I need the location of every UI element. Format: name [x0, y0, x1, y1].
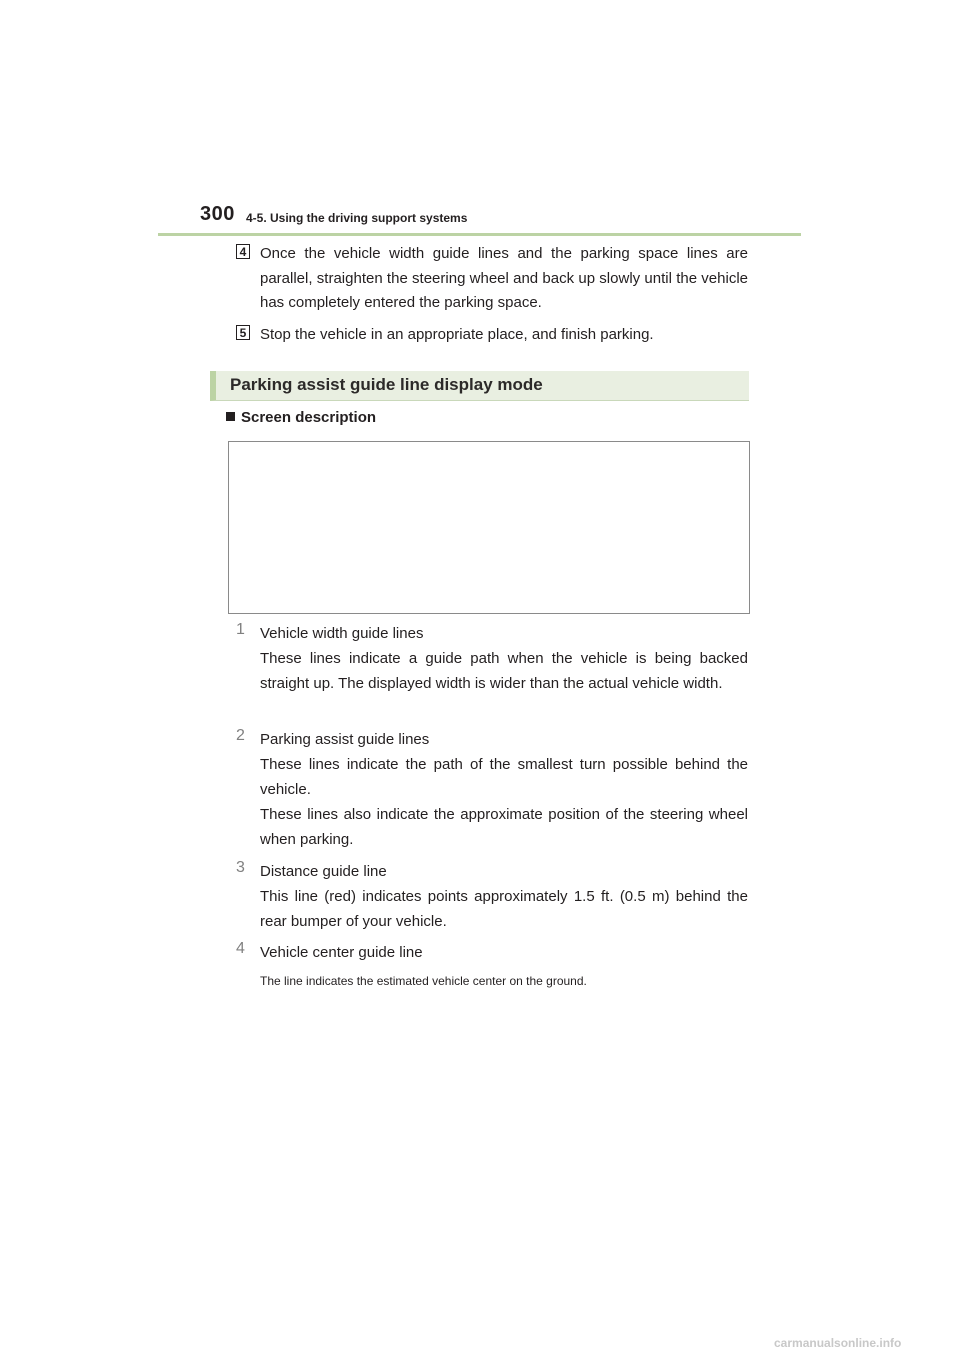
legend-item	[236, 859, 748, 934]
legend-number: 4	[236, 940, 245, 957]
step-text: Once the vehicle width guide lines and the parking space lines are parallel, straighten the steering wheel and back up slowly until the vehicle has completely entered the parking space.	[260, 245, 748, 311]
page-number: 300	[200, 203, 235, 225]
screen-illustration-frame	[228, 441, 750, 614]
legend-description: These lines also indicate the approximate position of the steering wheel when parking.	[260, 806, 748, 848]
legend-item	[236, 621, 748, 696]
legend-title: Vehicle width guide lines	[260, 625, 424, 642]
footer-watermark: carmanualsonline.info	[774, 1336, 902, 1350]
legend-description: This line (red) indicates points approximately 1.5 ft. (0.5 m) behind the rear bumper of your vehicle.	[260, 888, 748, 930]
step-number-badge: 4	[236, 244, 250, 259]
step-text: Stop the vehicle in an appropriate place, and finish parking.	[260, 326, 654, 343]
section-header: 4-5. Using the driving support systems	[246, 211, 468, 225]
legend-item	[236, 940, 748, 991]
legend-title: Parking assist guide lines	[260, 731, 430, 748]
bullet-heading-text: Screen description	[241, 409, 377, 426]
subheading-bar	[210, 371, 749, 401]
legend-title: Vehicle center guide line	[260, 944, 423, 961]
legend-description: These lines indicate a guide path when the vehicle is being backed straight up. The displayed width is wider than the actual vehicle width.	[260, 650, 748, 692]
legend-note: The line indicates the estimated vehicle center on the ground.	[260, 974, 587, 988]
legend-title: Distance guide line	[260, 863, 387, 880]
bullet-heading	[226, 409, 376, 426]
step-number-badge: 5	[236, 325, 250, 340]
legend-item	[236, 727, 748, 852]
legend-number: 2	[236, 727, 245, 744]
subheading-title: Parking assist guide line display mode	[230, 375, 543, 394]
step-item	[236, 323, 748, 348]
legend-number: 3	[236, 859, 245, 876]
legend-number: 1	[236, 621, 245, 638]
header-rule	[158, 233, 801, 236]
square-bullet-icon	[226, 412, 235, 421]
step-item	[236, 242, 748, 316]
legend-description: These lines indicate the path of the smallest turn possible behind the vehicle.	[260, 756, 748, 798]
